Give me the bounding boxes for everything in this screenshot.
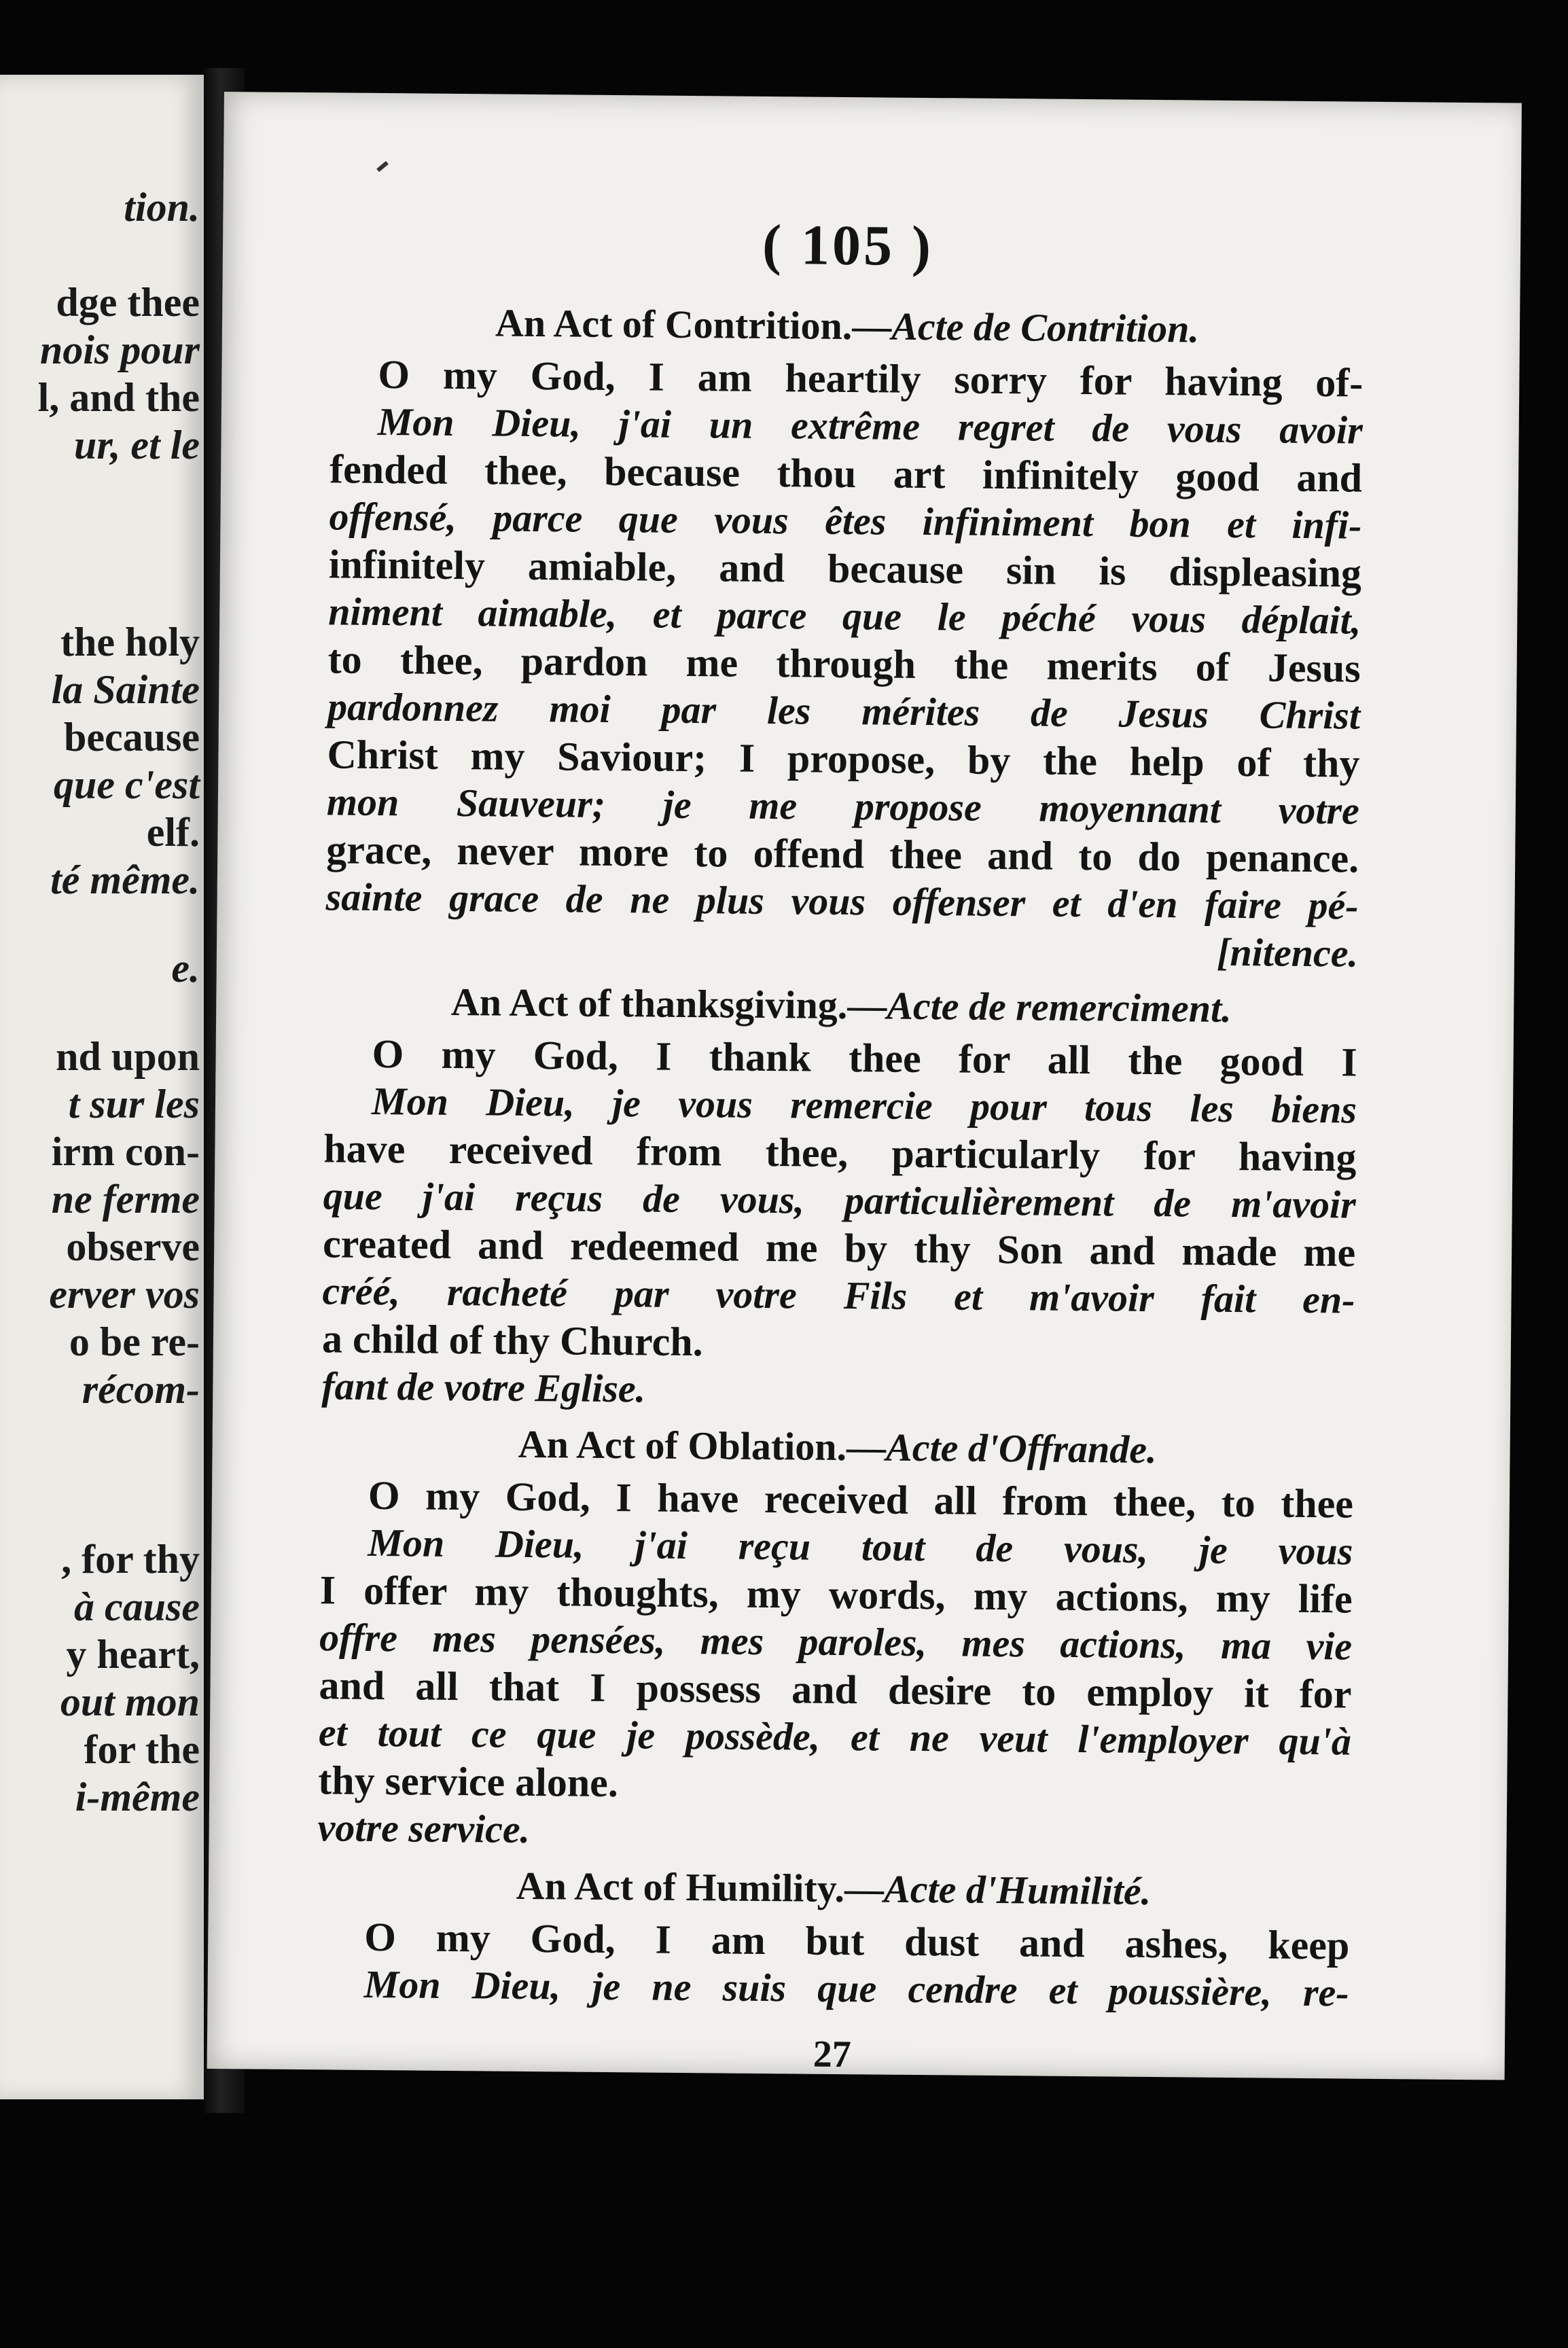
section-heading [331, 298, 1364, 353]
previous-page-fragment: , for thy [61, 1537, 200, 1582]
english-line: Christ my Saviour; I propose, by the help of thy [327, 732, 1360, 786]
english-line: O my God, I thank thee for all the good I [372, 1031, 1357, 1085]
french-line: offre mes pensées, mes paroles, mes actions, ma vie [319, 1615, 1353, 1669]
english-line: a child of thy Church. [321, 1316, 703, 1365]
english-line: have received from thee, particularly for having [323, 1126, 1357, 1180]
english-line: thy service alone. [318, 1758, 619, 1806]
previous-page-fragment: because [64, 715, 200, 760]
prayer-section [321, 978, 1357, 1419]
english-line: infinitely amiable, and because sin is displeasing [328, 541, 1362, 596]
previous-page-fragment: l, and the [37, 375, 200, 420]
french-line: pardonnez moi par les mérites de Jesus Christ [327, 684, 1361, 738]
english-line: to thee, pardon me through the merits of Jesus [327, 637, 1361, 691]
english-line: O my God, I am heartily sorry for having of- [378, 351, 1364, 406]
previous-page-fragment: e. [171, 946, 200, 991]
previous-page-fragment: y heart, [66, 1632, 200, 1677]
french-line: fant de votre Eglise. [321, 1364, 646, 1411]
heading-french: Acte de remerciment. [887, 983, 1232, 1031]
english-line: grace, never more to offend thee and to do penance. [325, 827, 1359, 881]
prayer-sections [316, 298, 1364, 2016]
book-page [207, 92, 1522, 2080]
prayer-section [316, 1861, 1350, 2016]
french-line: offensé, parce que vous êtes infiniment bon et infi- [329, 494, 1362, 548]
previous-page-fragment: irm con- [51, 1129, 200, 1174]
heading-english: An Act of Oblation.— [518, 1421, 887, 1470]
french-line: mon Sauveur; je me propose moyennant votre [326, 779, 1360, 833]
previous-page-fragment: à cause [74, 1584, 200, 1629]
heading-english: An Act of Humility.— [516, 1863, 885, 1911]
previous-page-fragment: ur, et le [73, 423, 200, 467]
french-line: Mon Dieu, j'ai reçu tout de vous, je vous [368, 1520, 1353, 1573]
french-line: Mon Dieu, je ne suis que cendre et poussière, re- [363, 1961, 1349, 2015]
french-line: niment aimable, et parce que le péché vous déplait, [328, 589, 1361, 643]
french-line: que j'ai reçus de vous, particulièrement de m'avoir [323, 1173, 1357, 1227]
heading-french: Acte de Contrition. [891, 304, 1200, 351]
heading-french: Acte d'Offrande. [885, 1425, 1157, 1472]
english-line: O my God, I am but dust and ashes, keep [364, 1914, 1350, 1968]
previous-page-fragment: que c'est [54, 762, 200, 807]
previous-page [0, 75, 204, 2099]
ink-speck [376, 161, 389, 172]
previous-page-fragment: for the [84, 1727, 200, 1772]
previous-page-fragment: dge thee [56, 280, 200, 325]
french-line: [nitence. [1216, 929, 1359, 976]
page-number: ( 105 ) [762, 213, 934, 279]
french-line: et tout ce que je possède, et ne veut l'employer qu'à [318, 1710, 1352, 1764]
french-line: sainte grace de ne plus vous offenser et d'en faire pé- [325, 874, 1359, 928]
heading-english: An Act of thanksgiving.— [450, 979, 887, 1028]
previous-page-fragment: erver vos [49, 1272, 200, 1317]
section-heading [321, 1419, 1354, 1474]
previous-page-fragment: o be re- [69, 1319, 200, 1364]
previous-page-fragment: nd upon [56, 1034, 200, 1079]
previous-page-fragment: té même. [50, 857, 200, 902]
prayer-section [317, 1419, 1353, 1860]
previous-page-fragment: out mon [60, 1679, 200, 1724]
section-heading [317, 1861, 1351, 1916]
previous-page-fragment: elf. [146, 810, 200, 855]
english-line: fended thee, because thou art infinitely good and [329, 446, 1363, 501]
prayer-section [325, 298, 1364, 977]
previous-page-fragment: t sur les [68, 1082, 200, 1126]
previous-page-fragment: ne ferme [51, 1177, 200, 1222]
page-content [316, 208, 1365, 2080]
french-line: Mon Dieu, je vous remercie pour tous les biens [371, 1078, 1357, 1132]
english-line: created and redeemed me by thy Son and made me [322, 1221, 1356, 1275]
previous-page-fragment: observe [66, 1224, 200, 1269]
french-line: créé, racheté par votre Fils et m'avoir fait en- [322, 1268, 1355, 1322]
previous-page-fragment: tion. [124, 185, 200, 230]
english-line: I offer my thoughts, my words, my actions, my life [319, 1567, 1353, 1622]
french-line: votre service. [317, 1805, 531, 1852]
french-line: Mon Dieu, j'ai un extrême regret de vous avoir [377, 399, 1364, 452]
previous-page-fragment: i-même [75, 1775, 200, 1819]
previous-page-fragment: the holy [60, 620, 200, 664]
english-line: and all that I possess and desire to employ it for [319, 1662, 1352, 1717]
previous-page-fragment: récom- [82, 1367, 200, 1412]
previous-page-fragment: la Sainte [51, 667, 200, 712]
heading-english: An Act of Contrition.— [495, 300, 892, 349]
signature-mark: 27 [813, 2033, 852, 2076]
english-line: O my God, I have received all from thee, to thee [368, 1472, 1354, 1527]
previous-page-fragment: nois pour [39, 327, 200, 372]
heading-french: Acte d'Humilité. [883, 1866, 1152, 1914]
section-heading [325, 978, 1358, 1033]
